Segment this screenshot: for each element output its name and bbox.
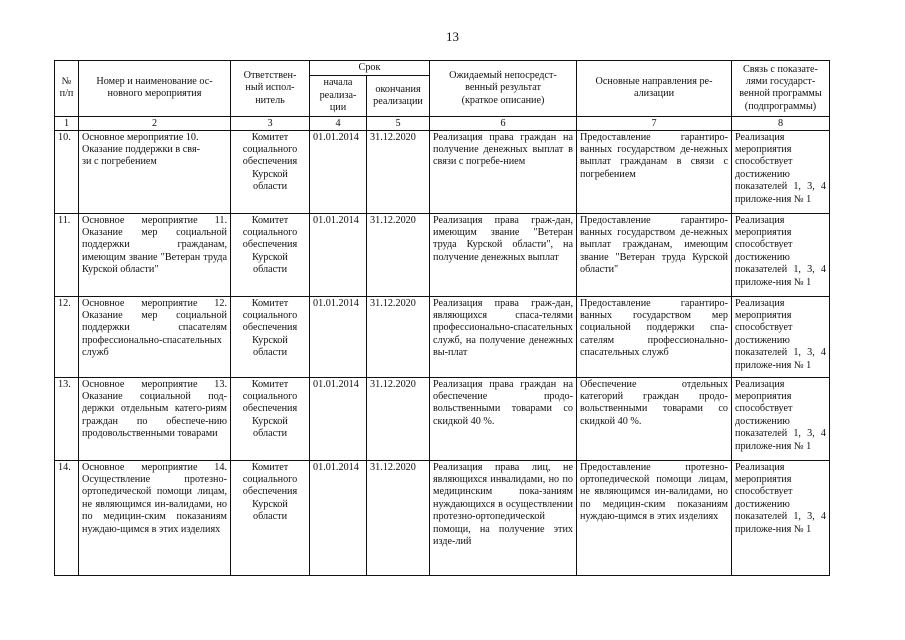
row-end-date: 31.12.2020 [367, 130, 430, 213]
column-number: 3 [231, 116, 310, 130]
table-row [55, 213, 830, 296]
row-link: Реализация мероприятия способствует достижению показателей 1, 3, 4 приложе-ния № 1 [732, 296, 830, 377]
row-link: Реализация мероприятия способствует достижению показателей 1, 3, 4 приложе-ния № 1 [732, 130, 830, 213]
row-executor: Комитет социального обеспечения Курской области [231, 130, 310, 213]
column-number: 6 [430, 116, 577, 130]
row-start-date: 01.01.2014 [310, 377, 367, 460]
row-name: Основное мероприятие 10. Оказание поддержки в свя- зи с погребением [79, 130, 231, 213]
row-result: Реализация права граждан на обеспечение продо-вольственными товарами со скидкой 40 %. [430, 377, 577, 460]
column-number: 7 [577, 116, 732, 130]
header-num: № п/п [55, 61, 79, 117]
measures-table [54, 60, 830, 576]
header-directions: Основные направления ре- ализации [577, 61, 732, 117]
row-start-date: 01.01.2014 [310, 460, 367, 575]
row-num: 10. [55, 130, 79, 213]
row-num: 14. [55, 460, 79, 575]
row-name: Основное мероприятие 11. Оказание мер социальной поддержки гражданам, имеющим звание "Ветеран труда Курской области" [79, 213, 231, 296]
row-executor: Комитет социального обеспечения Курской области [231, 213, 310, 296]
table-row [55, 460, 830, 575]
row-num: 11. [55, 213, 79, 296]
row-link: Реализация мероприятия способствует достижению показателей 1, 3, 4 приложе-ния № 1 [732, 460, 830, 575]
row-link: Реализация мероприятия способствует достижению показателей 1, 3, 4 приложе-ния № 1 [732, 377, 830, 460]
row-directions: Предоставление гарантиро-ванных государством де-нежных выплат гражданам, имеющим звание "Ветеран труда Курской области" [577, 213, 732, 296]
row-end-date: 31.12.2020 [367, 460, 430, 575]
column-number: 1 [55, 116, 79, 130]
header-link: Связь с показате- лями государст- венной программы (подпрограммы) [732, 61, 830, 117]
row-start-date: 01.01.2014 [310, 130, 367, 213]
row-executor: Комитет социального обеспечения Курской области [231, 460, 310, 575]
row-directions: Обеспечение отдельных категорий граждан продо-вольственными товарами со скидкой 40 %. [577, 377, 732, 460]
column-number: 4 [310, 116, 367, 130]
column-number: 2 [79, 116, 231, 130]
row-num: 13. [55, 377, 79, 460]
row-name: Основное мероприятие 12. Оказание мер социальной поддержки спасателям профессионально-спасательных служб [79, 296, 231, 377]
row-start-date: 01.01.2014 [310, 213, 367, 296]
header-term: Срок [310, 61, 430, 76]
row-directions: Предоставление гарантиро-ванных государством мер социальной поддержки спа-сателям профессионально-спасательных служб [577, 296, 732, 377]
header-term-end: окончания реализации [367, 76, 430, 116]
row-result: Реализация права граж-дан, имеющим звание "Ветеран труда Курской области", на получение денежных выплат [430, 213, 577, 296]
row-num: 12. [55, 296, 79, 377]
row-result: Реализация права лиц, не являющихся инвалидами, но по медицинским пока-заниям нуждающихся в осуществлении протезно-ортопедической помощи, на получение этих изде-лий [430, 460, 577, 575]
column-number: 5 [367, 116, 430, 130]
row-executor: Комитет социального обеспечения Курской области [231, 377, 310, 460]
row-name: Основное мероприятие 13. Оказание социальной под-держки отдельным катего-риям граждан по обеспече-нию продовольственными товарами [79, 377, 231, 460]
row-name: Основное мероприятие 14. Осуществление протезно-ортопедической помощи лицам, не являющимся ин-валидами, но по медицин-ским показаниям нуждаю-щимся в этих изделиях [79, 460, 231, 575]
header-term-start: начала реализа- ции [310, 76, 367, 116]
row-result: Реализация права граж-дан, являющихся спаса-телями профессионально-спасательных служб, на получение денежных вы-плат [430, 296, 577, 377]
row-link: Реализация мероприятия способствует достижению показателей 1, 3, 4 приложе-ния № 1 [732, 213, 830, 296]
column-number: 8 [732, 116, 830, 130]
row-end-date: 31.12.2020 [367, 296, 430, 377]
row-start-date: 01.01.2014 [310, 296, 367, 377]
table-row [55, 377, 830, 460]
header-result: Ожидаемый непосредст- венный результат (краткое описание) [430, 61, 577, 117]
row-result: Реализация права граждан на получение денежных выплат в связи с погребе-нием [430, 130, 577, 213]
row-end-date: 31.12.2020 [367, 213, 430, 296]
row-executor: Комитет социального обеспечения Курской области [231, 296, 310, 377]
row-end-date: 31.12.2020 [367, 377, 430, 460]
page-number: 13 [446, 29, 459, 44]
table-row [55, 130, 830, 213]
row-directions: Предоставление гарантиро-ванных государством де-нежных выплат гражданам в связи с погребением [577, 130, 732, 213]
header-name: Номер и наименование ос- новного мероприятия [79, 61, 231, 117]
header-executor: Ответствен- ный испол- нитель [231, 61, 310, 117]
row-directions: Предоставление протезно-ортопедической помощи лицам, не являющимся ин-валидами, но по медицин-ским показаниям нуждаю-щимся в этих изделиях [577, 460, 732, 575]
table-row [55, 296, 830, 377]
